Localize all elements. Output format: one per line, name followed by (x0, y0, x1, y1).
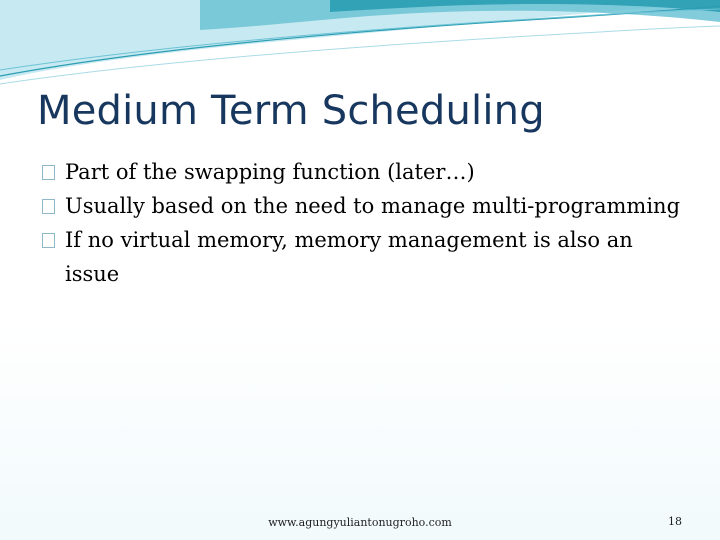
header-wave-decoration (0, 0, 720, 90)
bullet-item (40, 223, 680, 291)
bullet-list (40, 155, 680, 291)
bullet-text: Part of the swapping function (later…) (65, 160, 475, 184)
bullet-marker-icon (42, 165, 55, 180)
bullet-item (40, 189, 680, 223)
bullet-marker-icon (42, 199, 55, 214)
bullet-text: If no virtual memory, memory management is also an issue (65, 228, 633, 286)
bullet-item (40, 155, 680, 189)
footer-url: www.agungyuliantonugroho.com (268, 516, 452, 529)
page-number: 18 (668, 515, 682, 528)
slide-title: Medium Term Scheduling (37, 88, 545, 134)
bullet-marker-icon (42, 233, 55, 248)
bullet-text: Usually based on the need to manage multi-programming (65, 194, 681, 218)
